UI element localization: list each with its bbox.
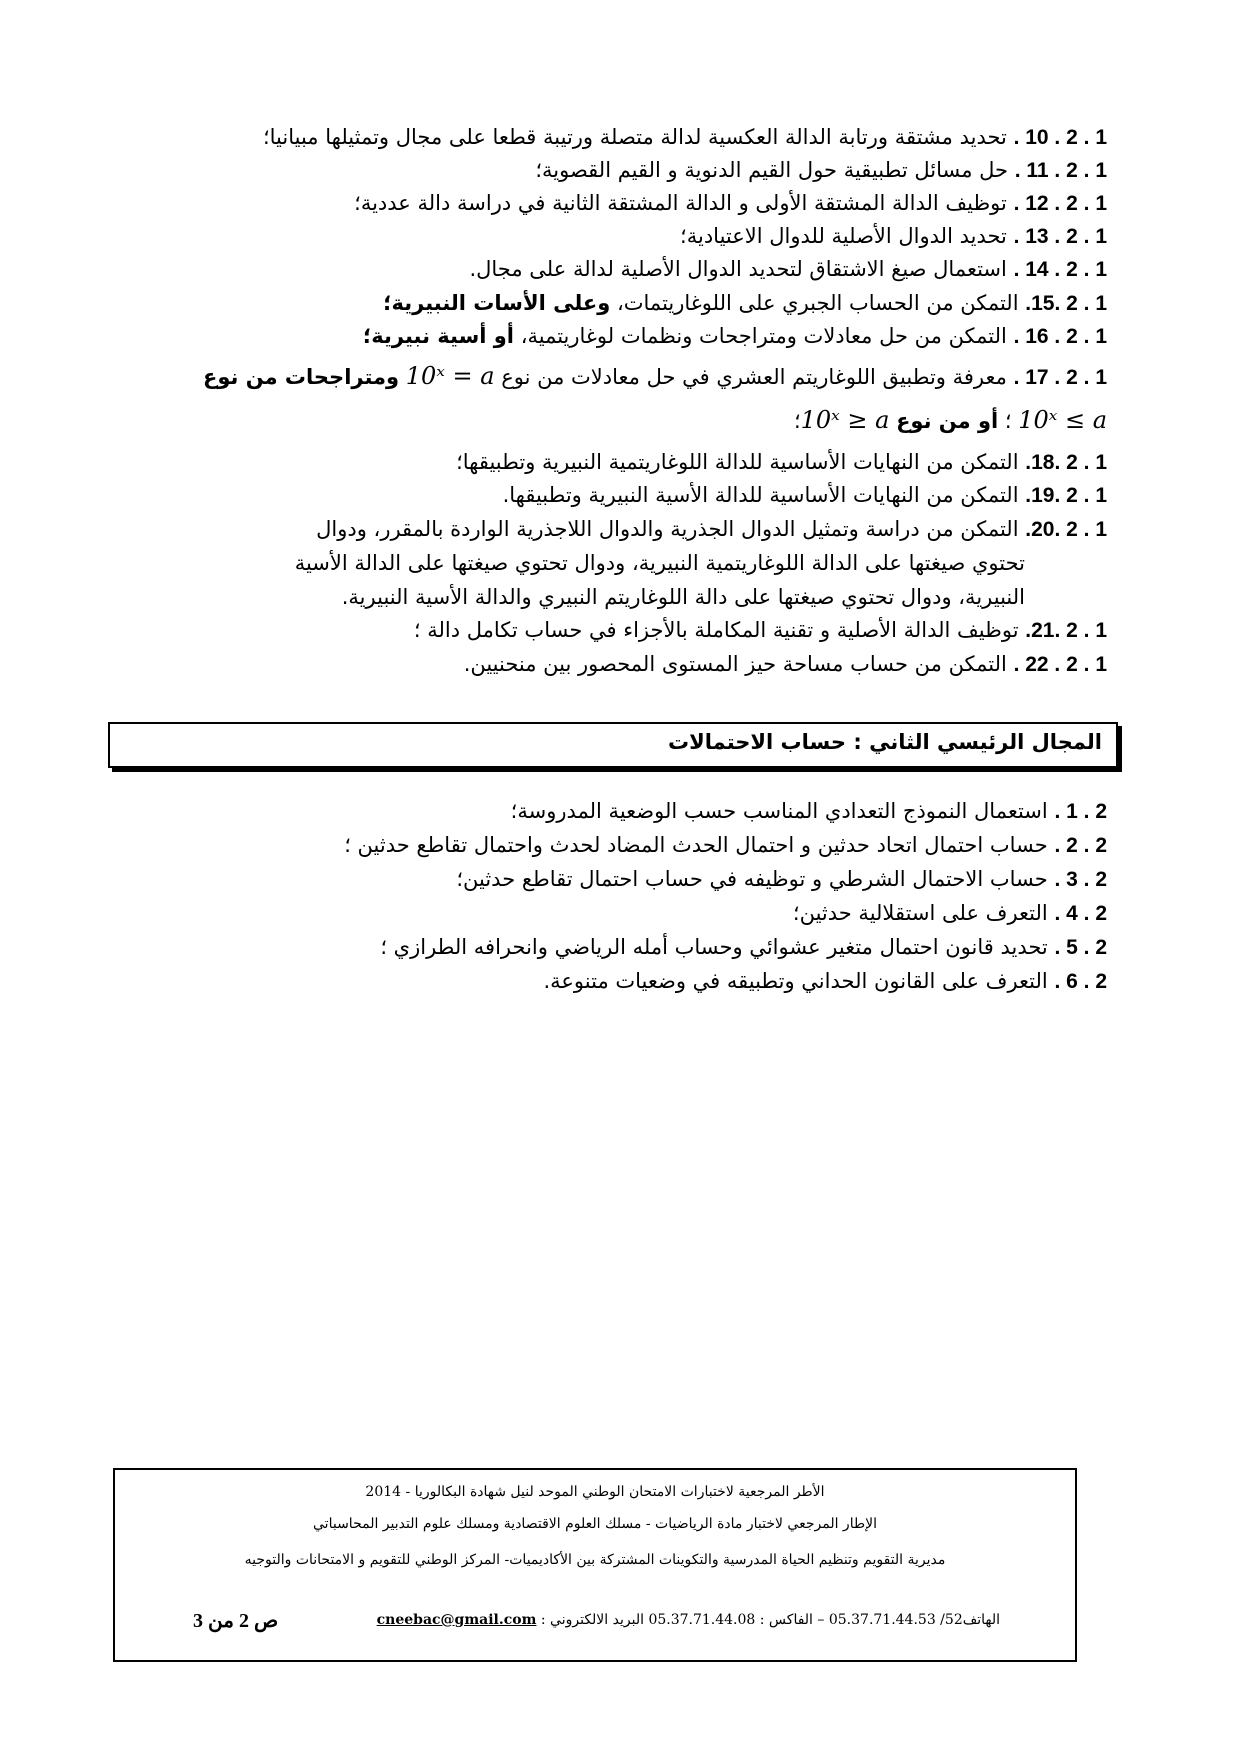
objective-item [503,480,1107,511]
item-text: التعرف على استقلالية حدثين؛ [792,901,1048,925]
objective-item [414,615,1107,646]
item-text: التعرف على القانون الحداني وتطبيقه في وضعيات متنوعة. [543,969,1048,993]
objective-item [203,361,1107,393]
item-bold-text: أو أسية نبيرية؛ [362,324,515,348]
item-text: حساب احتمال اتحاد حدثين و احتمال الحدث المضاد لحدث واحتمال تقاطع حدثين ؛ [344,833,1048,857]
item-text: تحديد مشتقة ورتابة الدالة العكسية لدالة متصلة ورتيبة قطعا على مجال وتمثيلها مبيانيا؛ [262,125,1007,149]
objective-item [469,254,1107,285]
objective-item [511,796,1107,827]
objective-item [456,864,1107,895]
math-formula: 10ˣ ≤ a [1018,406,1107,434]
section-header-box [108,722,1118,768]
item-text: تحديد قانون احتمال متغير عشوائي وحساب أمله الرياضي وانحرافه الطرازي ؛ [380,935,1048,959]
contact-text: الهاتف52/ 05.37.71.44.53 – الفاكس : 05.37.71.44.08 البريد الالكتروني : [536,1612,1000,1628]
item-number: 1 . 2 . 16 . [1013,325,1107,348]
objective-item [793,898,1107,929]
item-text: استعمال صيغ الاشتقاق لتحديد الدوال الأصلية لدالة على مجال. [469,257,1007,281]
objective-item [344,830,1107,861]
item-bold-text: وعلى الأسات النبيرية؛ [383,291,611,315]
section-title: المجال الرئيسي الثاني : حساب الاحتمالات [668,730,1102,754]
objective-item [383,288,1107,319]
item-bold-text: أو من نوع [896,409,999,433]
objective-item [263,122,1107,153]
item-number: 2 . 6 . [1054,970,1107,993]
objective-item [380,932,1107,963]
item-number: 1 . 2 . 10 . [1013,126,1107,149]
item-text: استعمال النموذج التعدادي المناسب حسب الوضعية المدروسة؛ [510,799,1048,823]
item-text: حل مسائل تطبيقية حول القيم الدنوية و القيم القصوية؛ [535,158,1009,182]
math-formula: 10ˣ = a [405,362,495,390]
footer-line: مديرية التقويم وتنظيم الحياة المدرسية والتكوينات المشتركة بين الأكاديميات- المركز الوطني للتقويم و الامتحانات والتوجيه [244,1552,946,1568]
item-text: التمكن من حساب مساحة حيز المستوى المحصور بين منحنيين. [463,652,1007,676]
item-text: معرفة وتطبيق اللوغاريتم العشري في حل معادلات من نوع [501,365,1007,389]
item-number: 2 . 1 . [1054,800,1107,823]
item-text: توظيف الدالة الأصلية و تقنية المكاملة بالأجزاء في حساب تكامل دالة ؛ [413,618,1019,642]
item-text: توظيف الدالة المشتقة الأولى و الدالة المشتقة الثانية في دراسة دالة عددية؛ [354,191,1007,215]
footer-box [113,1468,1077,1662]
item-number: 1 . 2 . 22 . [1013,653,1107,676]
item-number: 2 . 2 . [1054,834,1107,857]
item-number: 2 . 3 . [1054,868,1107,891]
item-continuation: تحتوي صيغتها على الدالة اللوغاريتمية النبيرية، ودوال تحتوي صيغتها على الدالة الأسية [294,551,1025,575]
item-bold-text: ومتراجحات من نوع [203,365,400,389]
email-link[interactable]: cneebac@gmail.com [376,1612,537,1628]
math-formula: 10ˣ ≥ a [800,406,890,434]
item-text: تحديد الدوال الأصلية للدوال الاعتيادية؛ [680,224,1007,248]
item-number: 1 . 2 .19. [1025,484,1107,507]
item-text: التمكن من حل معادلات ومتراجحات ونظمات لوغاريتمية، [514,324,1007,348]
footer-contact [377,1612,1000,1628]
objective-item [456,447,1107,478]
footer-line: الإطار المرجعي لاختبار مادة الرياضيات - مسلك العلوم الاقتصادية ومسلك علوم التدبير المحاسباتي [313,1516,877,1532]
item-continuation [794,405,1107,436]
item-text: التمكن من الحساب الجبري على اللوغاريتمات، [610,291,1019,315]
objective-item [543,966,1107,997]
objective-item [363,321,1107,352]
item-text: التمكن من النهايات الأساسية للدالة اللوغاريتمية النبيرية وتطبيقها؛ [456,450,1019,474]
separator: ؛ [998,409,1019,433]
item-number: 1 . 2 . 13 . [1013,225,1107,248]
item-number: 1 . 2 .18. [1025,451,1107,474]
item-number: 1 . 2 .15. [1025,292,1107,315]
item-number: 1 . 2 . 17 . [1013,366,1107,389]
item-number: 1 . 2 . 11 . [1014,159,1107,182]
item-number: 1 . 2 .20. [1025,518,1107,541]
item-continuation: النبيرية، ودوال تحتوي صيغتها على دالة اللوغاريتم النبيري والدالة الأسية النبيرية. [341,585,1025,609]
page-number: ص 2 من 3 [193,1610,279,1632]
item-number: 1 . 2 . 14 . [1013,258,1107,281]
footer-line: الأطر المرجعية لاختبارات الامتحان الوطني الموحد لنيل شهادة البكالوريا - 2014 [365,1484,825,1500]
item-text: التمكن من دراسة وتمثيل الدوال الجذرية والدوال اللاجذرية الواردة بالمقرر، ودوال [316,517,1019,541]
objective-item [535,155,1107,186]
item-number: 2 . 5 . [1054,936,1107,959]
item-end: ؛ [793,409,801,433]
objective-item [464,649,1107,680]
objective-item [680,221,1107,252]
objective-item [316,514,1107,545]
objective-item [354,188,1107,219]
item-text: التمكن من النهايات الأساسية للدالة الأسية النبيرية وتطبيقها. [502,483,1019,507]
item-number: 1 . 2 . 12 . [1013,192,1107,215]
item-number: 2 . 4 . [1054,902,1107,925]
item-text: حساب الاحتمال الشرطي و توظيفه في حساب احتمال تقاطع حدثين؛ [456,867,1048,891]
item-number: 1 . 2 .21. [1025,619,1107,642]
